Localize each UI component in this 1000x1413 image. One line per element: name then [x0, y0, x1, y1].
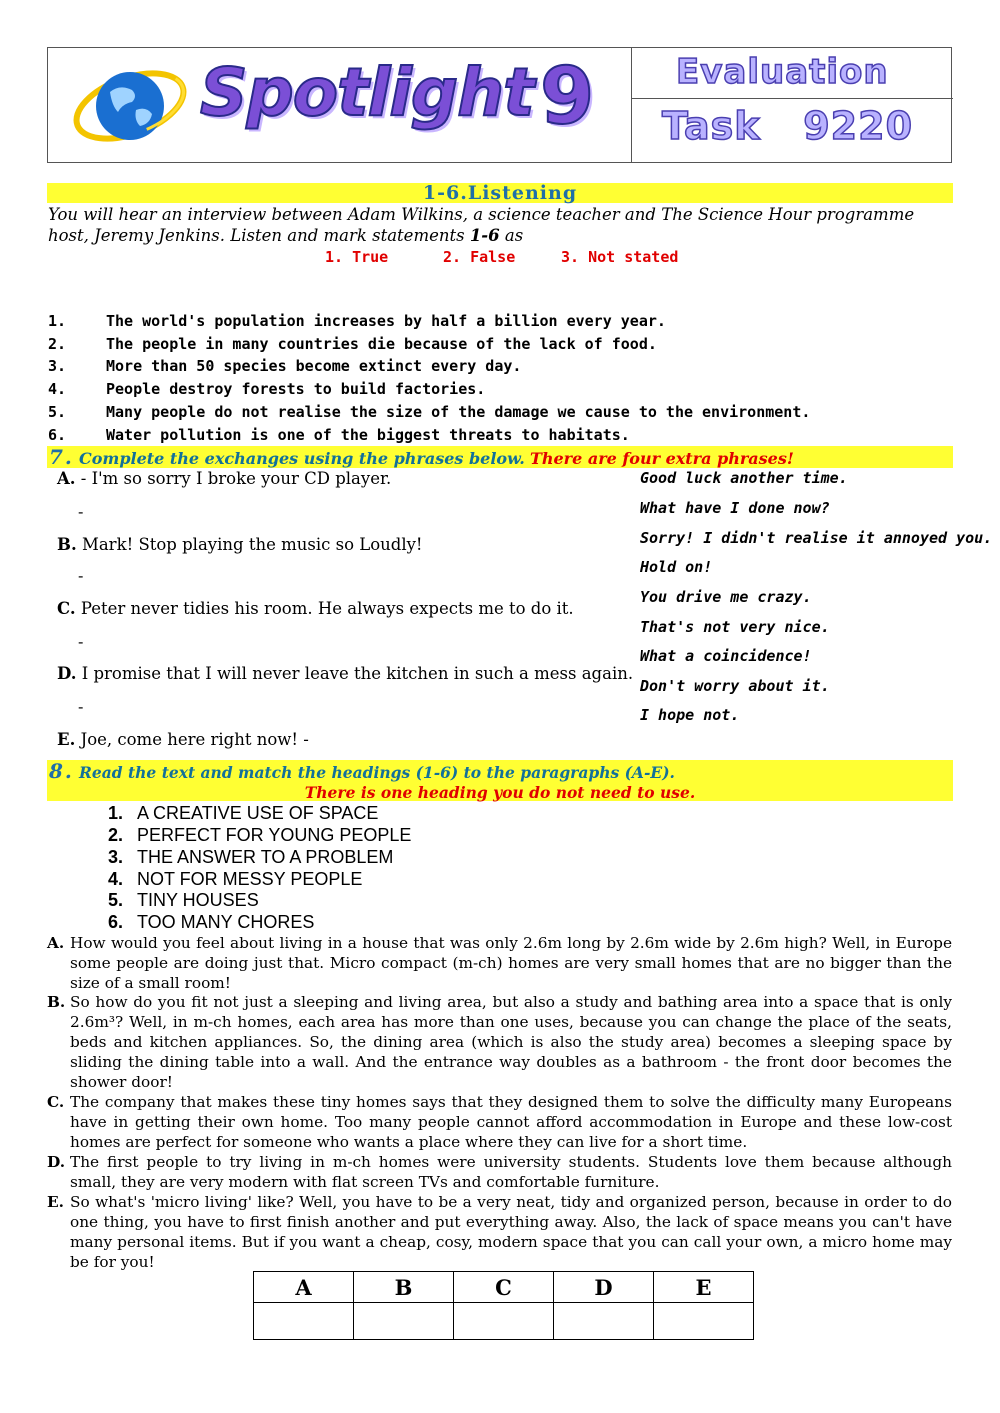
reply-c[interactable]: -	[78, 632, 84, 651]
option-false: 2. False	[443, 248, 516, 266]
heading-number: 5.	[108, 890, 124, 910]
statement-6	[48, 426, 630, 444]
phrase-9: I hope not.	[640, 706, 740, 724]
statement-number: 4.	[48, 380, 67, 398]
statement-text: Water pollution is one of the biggest threats to habitats.	[106, 426, 630, 444]
paragraph-c	[47, 1092, 952, 1152]
answer-header-e: E	[654, 1272, 754, 1303]
paragraph-text: So how do you fit not just a sleeping and living area, but also a study and bathing area into a space that is only 2.6m³? Well, in m-ch homes, each area has more than one uses, because you can change the place of the seats, beds and kitchen appliances. So, the dining area (which is also the study area) becomes a sleeping space by sliding the dining table into a wall. And the entrance way doubles as a bathroom - the front door becomes the shower door!	[70, 993, 952, 1091]
answer-cell-d[interactable]	[554, 1303, 654, 1340]
option-not-stated: 3. Not stated	[561, 248, 679, 266]
exchange-label: B.	[57, 535, 77, 554]
heading-6	[108, 912, 314, 933]
heading-5	[108, 890, 259, 911]
paragraph-label: C.	[47, 1093, 65, 1111]
paragraph-label: B.	[47, 993, 66, 1011]
intro-text-1: You will hear an interview between Adam Wilkins, a science teacher and The Science Hour programme host, Jeremy Jenkins. Listen and mark statements	[48, 205, 915, 245]
option-true: 1. True	[325, 248, 389, 266]
exchange-label: C.	[57, 599, 76, 618]
task8-number: 8.	[49, 759, 74, 783]
heading-text: TINY HOUSES	[137, 890, 259, 910]
exchange-label: D.	[57, 664, 77, 683]
intro-text-2: as	[499, 226, 524, 245]
evaluation-title: Evaluation	[676, 52, 889, 92]
statement-text: More than 50 species become extinct every day.	[106, 357, 522, 375]
heading-2	[108, 825, 411, 846]
heading-text: PERFECT FOR YOUNG PEOPLE	[137, 825, 412, 845]
phrase-3: Sorry! I didn't realise it annoyed you.	[640, 529, 993, 547]
statement-number: 2.	[48, 335, 67, 353]
task7-warning: There are four extra phrases!	[529, 449, 794, 468]
exchange-e	[57, 730, 309, 749]
listening-title-bar	[47, 183, 953, 203]
paragraph-text: The first people to try living in m-ch homes were university students. Students love them because although small, they are very modern with flat screen TVs and comfortable furniture.	[70, 1153, 952, 1191]
paragraph-d	[47, 1152, 952, 1192]
exchange-text: Joe, come here right now! -	[75, 730, 309, 749]
statement-3	[48, 357, 521, 375]
phrase-2: What have I done now?	[640, 499, 830, 517]
answer-header-d: D	[554, 1272, 654, 1303]
phrase-8: Don't worry about it.	[640, 677, 830, 695]
exchange-text: Mark! Stop playing the music so Loudly!	[76, 535, 423, 554]
paragraph-label: A.	[47, 934, 65, 952]
intro-bold: 1-6	[469, 226, 500, 245]
phrase-6: That's not very nice.	[640, 618, 830, 636]
heading-4	[108, 869, 362, 890]
statement-number: 3.	[48, 357, 67, 375]
task7-instruction: Complete the exchanges using the phrases below.	[78, 449, 525, 468]
heading-text: NOT FOR MESSY PEOPLE	[137, 869, 363, 889]
heading-text: TOO MANY CHORES	[137, 912, 315, 932]
answer-header-a: A	[254, 1272, 354, 1303]
phrase-1: Good luck another time.	[640, 469, 848, 487]
exchange-label: A.	[57, 469, 76, 488]
exchange-c	[57, 599, 574, 618]
listening-intro	[48, 204, 953, 246]
heading-number: 3.	[108, 847, 124, 867]
exchange-text: I promise that I will never leave the kitchen in such a mess again.	[76, 664, 634, 683]
statement-text: People destroy forests to build factories.	[106, 380, 486, 398]
task-number: Task 9220	[662, 104, 914, 148]
task7-number: 7.	[49, 445, 74, 469]
statement-text: The people in many countries die because of the lack of food.	[106, 335, 657, 353]
heading-number: 1.	[108, 803, 124, 823]
answer-cell-a[interactable]	[254, 1303, 354, 1340]
task8-instruction: Read the text and match the headings (1-6) to the paragraphs (A-E).	[78, 763, 675, 782]
paragraph-text: So what's 'micro living' like? Well, you have to be a very neat, tidy and organized person, because in order to do one thing, you have to first finish another and put everything away. Also, the lack of space means you can't have many personal items. But if you want a cheap, cosy, modern space that you can call your own, a micro home may be for you!	[70, 1193, 952, 1271]
phrase-7: What a coincidence!	[640, 647, 812, 665]
task8-warning: There is one heading you do not need to use.	[304, 783, 696, 802]
paragraph-text: The company that makes these tiny homes says that they designed them to solve the difficulty many Europeans have in getting their own home. Too many people cannot afford accommodation in Europe and these low-cost homes are perfect for someone who wants a place where they can live for a short time.	[70, 1093, 952, 1151]
heading-3	[108, 847, 393, 868]
listening-title: 1-6.Listening	[422, 182, 578, 204]
heading-number: 4.	[108, 869, 124, 889]
header-divider-horizontal	[631, 98, 953, 99]
paragraph-text: How would you feel about living in a house that was only 2.6m long by 2.6m wide by 2.6m high? Well, in Europe some people are doing just that. Micro compact (m-ch) homes are very small homes that are no bigger than the size of a small room!	[70, 934, 952, 992]
exchange-a	[57, 469, 391, 488]
statement-number: 6.	[48, 426, 67, 444]
statement-4	[48, 380, 485, 398]
heading-number: 6.	[108, 912, 124, 932]
statement-5	[48, 403, 810, 421]
phrase-4: Hold on!	[640, 558, 713, 576]
header-bottom-gap	[48, 163, 631, 165]
paragraph-a	[47, 933, 952, 993]
reply-d[interactable]: -	[78, 697, 84, 716]
statement-text: The world's population increases by half a billion every year.	[106, 312, 666, 330]
header-divider-vertical	[631, 48, 632, 163]
reply-a[interactable]: -	[78, 502, 84, 521]
exchange-text: Peter never tidies his room. He always expects me to do it.	[75, 599, 574, 618]
heading-number: 2.	[108, 825, 124, 845]
task7-bar	[47, 446, 953, 468]
statement-text: Many people do not realise the size of the damage we cause to the environment.	[106, 403, 811, 421]
globe-icon	[70, 58, 190, 154]
statement-number: 1.	[48, 312, 67, 330]
answer-cell-b[interactable]	[354, 1303, 454, 1340]
answer-table	[253, 1271, 754, 1340]
paragraph-label: E.	[47, 1193, 64, 1211]
answer-cell-c[interactable]	[454, 1303, 554, 1340]
logo-wordmark: Spotlight	[200, 54, 534, 131]
paragraph-e	[47, 1192, 952, 1272]
paragraph-b	[47, 992, 952, 1092]
statement-1	[48, 312, 666, 330]
worksheet-header	[47, 47, 952, 163]
heading-text: A CREATIVE USE OF SPACE	[137, 803, 379, 823]
statement-number: 5.	[48, 403, 67, 421]
phrase-5: You drive me crazy.	[640, 588, 812, 606]
logo-number: 9	[540, 52, 595, 142]
statement-2	[48, 335, 657, 353]
answer-header-c: C	[454, 1272, 554, 1303]
exchange-text: - I'm so sorry I broke your CD player.	[75, 469, 392, 488]
answer-cell-e[interactable]	[654, 1303, 754, 1340]
answer-header-b: B	[354, 1272, 454, 1303]
heading-1	[108, 803, 378, 824]
reply-b[interactable]: -	[78, 566, 84, 585]
exchange-d	[57, 664, 633, 683]
exchange-b	[57, 535, 423, 554]
exchange-label: E.	[57, 730, 76, 749]
task8-bar	[47, 760, 953, 801]
heading-text: THE ANSWER TO A PROBLEM	[137, 847, 394, 867]
paragraph-label: D.	[47, 1153, 66, 1171]
